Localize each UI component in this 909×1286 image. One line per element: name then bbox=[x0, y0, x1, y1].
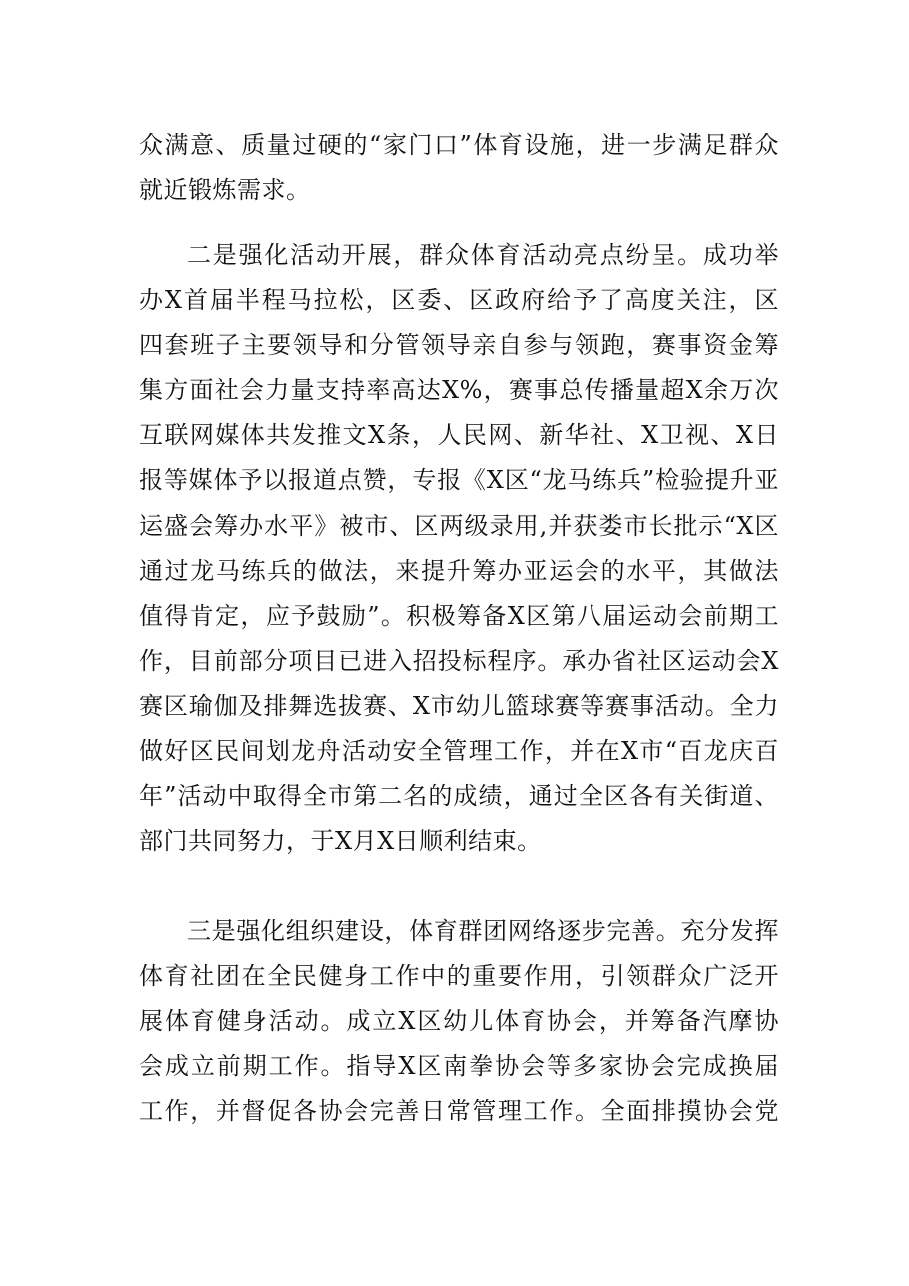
paragraph-line: 年”活动中取得全市第二名的成绩，通过全区各有关街道、 bbox=[139, 782, 779, 811]
paragraph-line: 会成立前期工作。指导X区南拳协会等多家协会完成换届 bbox=[139, 1052, 779, 1080]
paragraph-2 bbox=[139, 234, 779, 865]
paragraph-line: 展体育健身活动。成立X区幼儿体育协会，并筹备汽摩协 bbox=[139, 1007, 779, 1035]
paragraph-line: 体育社团在全民健身工作中的重要作用，引领群众广泛开 bbox=[139, 962, 779, 990]
paragraph-line: 集方面社会力量支持率高达X%，赛事总传播量超X余万次 bbox=[139, 376, 779, 405]
paragraph-line: 通过龙马练兵的做法，来提升筹办亚运会的水平，其做法 bbox=[139, 556, 779, 585]
paragraph-line: 做好区民间划龙舟活动安全管理工作，并在X市“百龙庆百 bbox=[139, 737, 779, 766]
paragraph-line: 工作，并督促各协会完善日常管理工作。全面排摸协会党 bbox=[139, 1097, 779, 1125]
paragraph-3 bbox=[139, 910, 779, 1135]
paragraph-line: 互联网媒体共发推文X条，人民网、新华社、X卫视、X日 bbox=[139, 421, 779, 450]
paragraph-line: 众满意、质量过硬的“家门口”体育设施，进一步满足群众 bbox=[139, 131, 779, 159]
paragraph-line: 运盛会筹办水平》被市、区两级录用,并获娄市长批示“X区 bbox=[139, 511, 779, 540]
paragraph-line: 二是强化活动开展，群众体育活动亮点纷呈。成功举 bbox=[187, 241, 779, 269]
paragraph-line: 三是强化组织建设，体育群团网络逐步完善。充分发挥 bbox=[187, 917, 779, 945]
paragraph-line: 部门共同努力，于X月X日顺利结束。 bbox=[139, 827, 542, 856]
paragraph-line: 作，目前部分项目已进入招投标程序。承办省社区运动会X bbox=[139, 646, 779, 675]
paragraph-1 bbox=[139, 124, 779, 214]
paragraph-line: 四套班子主要领导和分管领导亲自参与领跑，赛事资金筹 bbox=[139, 331, 779, 360]
paragraph-line: 就近锻炼需求。 bbox=[139, 176, 311, 204]
paragraph-line: 赛区瑜伽及排舞选拔赛、X市幼儿篮球赛等赛事活动。全力 bbox=[139, 691, 779, 720]
paragraph-line: 办X首届半程马拉松，区委、区政府给予了高度关注，区 bbox=[139, 286, 779, 315]
paragraph-line: 报等媒体予以报道点赞，专报《X区“龙马练兵”检验提升亚 bbox=[139, 466, 779, 495]
paragraph-line: 值得肯定，应予鼓励”。积极筹备X区第八届运动会前期工 bbox=[139, 601, 779, 630]
